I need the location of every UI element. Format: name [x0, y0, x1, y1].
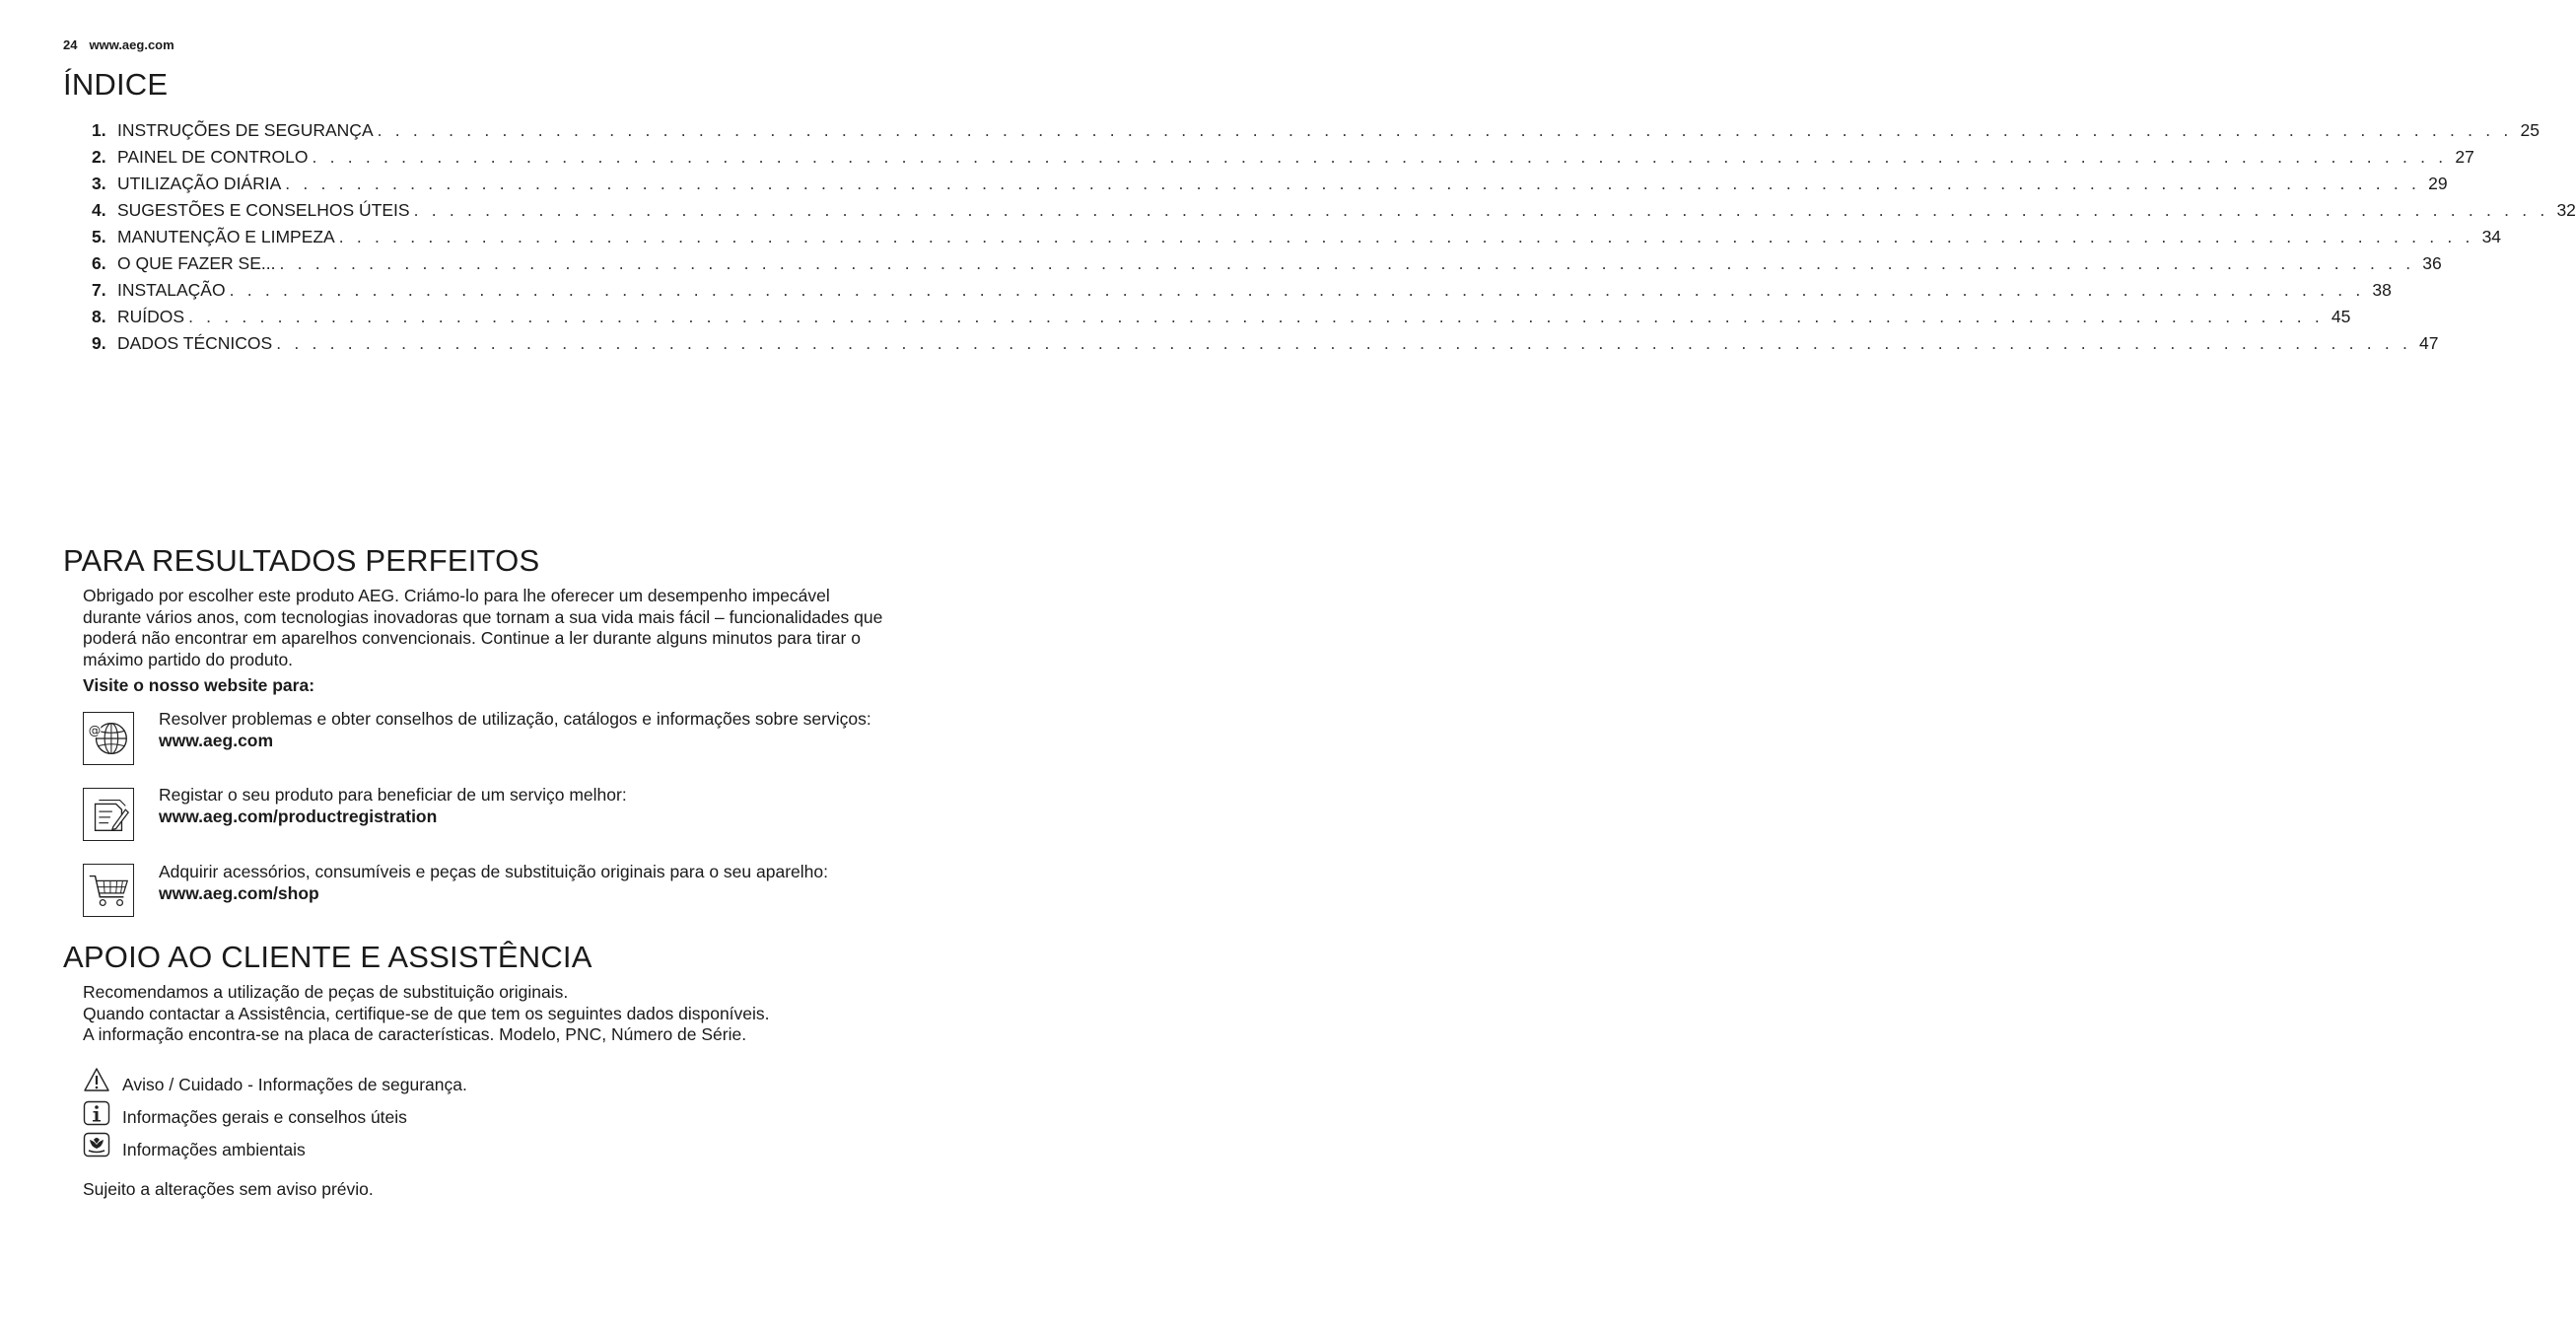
- toc-item-title: SUGESTÕES E CONSELHOS ÚTEIS: [117, 200, 410, 220]
- support-line-3: A informação encontra-se na placa de características. Modelo, PNC, Número de Série.: [83, 1024, 747, 1044]
- toc-leader-dots: . . . . . . . . . . . . . . . . . . . . . . . . . . . . . . . . . . . . . . . . . . . . . . . . . . . . . . . . . . . . . . . . . . . . . . . . . . . . . . . . . . . . . . . . . . . . . . . . . . . . . . . . . . . . . . . . . . . . . . . .: [413, 200, 2549, 220]
- toc-item-page: 47: [2419, 333, 2439, 353]
- toc-item-page: 29: [2428, 174, 2448, 193]
- legend-environment-text: Informações ambientais: [122, 1140, 306, 1159]
- toc-item-number: 6.: [92, 253, 106, 273]
- globe-at-icon: [83, 712, 134, 765]
- toc-item-number: 2.: [92, 147, 106, 167]
- table-of-contents: [92, 120, 2576, 360]
- link-item-support: [159, 709, 888, 751]
- toc-item-page: 32: [2556, 200, 2576, 220]
- toc-leader-dots: . . . . . . . . . . . . . . . . . . . . . . . . . . . . . . . . . . . . . . . . . . . . . . . . . . . . . . . . . . . . . . . . . . . . . . . . . . . . . . . . . . . . . . . . . . . . . . . . . . . . . . . . . . . . . . . . . . . . . . . .: [279, 253, 2415, 273]
- link-url-productregistration[interactable]: www.aeg.com/productregistration: [159, 806, 438, 826]
- link-item-shop: [159, 862, 888, 904]
- toc-item-title: O QUE FAZER SE...: [117, 253, 276, 273]
- toc-item-number: 7.: [92, 280, 106, 300]
- toc-leader-dots: . . . . . . . . . . . . . . . . . . . . . . . . . . . . . . . . . . . . . . . . . . . . . . . . . . . . . . . . . . . . . . . . . . . . . . . . . . . . . . . . . . . . . . . . . . . . . . . . . . . . . . . . . . . . . . . . . . . . . . . .: [285, 174, 2421, 193]
- toc-item-title: RUÍDOS: [117, 307, 185, 326]
- link-description: Resolver problemas e obter conselhos de utilização, catálogos e informações sobre serviços:: [159, 709, 871, 729]
- visit-label: Visite o nosso website para:: [83, 675, 315, 695]
- toc-item[interactable]: [92, 147, 2474, 174]
- link-url-shop[interactable]: www.aeg.com/shop: [159, 882, 319, 903]
- page-header: [63, 37, 174, 52]
- toc-item-number: 5.: [92, 227, 106, 246]
- toc-item-page: 27: [2455, 147, 2474, 167]
- toc-item-page: 38: [2372, 280, 2392, 300]
- registration-icon: [83, 788, 134, 841]
- results-heading: PARA RESULTADOS PERFEITOS: [63, 543, 540, 578]
- toc-item-title: INSTALAÇÃO: [117, 280, 226, 300]
- legend-info-text: Informações gerais e conselhos úteis: [122, 1107, 407, 1127]
- toc-item[interactable]: [92, 280, 2392, 307]
- svg-text:@: @: [88, 723, 102, 738]
- header-website[interactable]: www.aeg.com: [89, 37, 174, 52]
- toc-leader-dots: . . . . . . . . . . . . . . . . . . . . . . . . . . . . . . . . . . . . . . . . . . . . . . . . . . . . . . . . . . . . . . . . . . . . . . . . . . . . . . . . . . . . . . . . . . . . . . . . . . . . . . . . . . . . . . . . . . . . . . . .: [229, 280, 2365, 300]
- link-item-registration: [159, 785, 888, 827]
- toc-item-title: UTILIZAÇÃO DIÁRIA: [117, 174, 282, 193]
- footer-note: Sujeito a alterações sem aviso prévio.: [83, 1179, 374, 1199]
- toc-item[interactable]: [92, 253, 2442, 280]
- legend-warning-text: Aviso / Cuidado - Informações de segurança.: [122, 1075, 467, 1094]
- toc-item[interactable]: [92, 227, 2502, 253]
- toc-item[interactable]: [92, 307, 2351, 333]
- toc-item[interactable]: [92, 174, 2448, 200]
- toc-heading: ÍNDICE: [63, 67, 169, 102]
- support-text: [83, 982, 891, 1046]
- support-heading: APOIO AO CLIENTE E ASSISTÊNCIA: [63, 940, 592, 974]
- results-intro: Obrigado por escolher este produto AEG. Criámo-lo para lhe oferecer um desempenho impecável durante vários anos, com tecnologias inovadoras que tornam a sua vida mais fácil – funcionalidades que poderá não encontrar em aparelhos convencionais. Continue a ler durante alguns minutos para tirar o máximo partido do produto.: [83, 586, 883, 669]
- toc-item[interactable]: [92, 333, 2439, 360]
- toc-item-number: 3.: [92, 174, 106, 193]
- toc-item[interactable]: [92, 200, 2576, 227]
- link-description: Registar o seu produto para beneficiar de um serviço melhor:: [159, 785, 627, 805]
- toc-item-title: MANUTENÇÃO E LIMPEZA: [117, 227, 335, 246]
- shopping-cart-icon: [83, 864, 134, 917]
- environment-icon: [83, 1132, 110, 1158]
- warning-icon: [83, 1067, 110, 1092]
- link-description: Adquirir acessórios, consumíveis e peças de substituição originais para o seu aparelho:: [159, 862, 828, 881]
- toc-leader-dots: . . . . . . . . . . . . . . . . . . . . . . . . . . . . . . . . . . . . . . . . . . . . . . . . . . . . . . . . . . . . . . . . . . . . . . . . . . . . . . . . . . . . . . . . . . . . . . . . . . . . . . . . . . . . . . . . . . . . . . . .: [377, 120, 2513, 140]
- toc-item-title: INSTRUÇÕES DE SEGURANÇA: [117, 120, 374, 140]
- toc-leader-dots: . . . . . . . . . . . . . . . . . . . . . . . . . . . . . . . . . . . . . . . . . . . . . . . . . . . . . . . . . . . . . . . . . . . . . . . . . . . . . . . . . . . . . . . . . . . . . . . . . . . . . . . . . . . . . . . . . . . . . . . .: [338, 227, 2474, 246]
- toc-item-number: 1.: [92, 120, 106, 140]
- toc-leader-dots: . . . . . . . . . . . . . . . . . . . . . . . . . . . . . . . . . . . . . . . . . . . . . . . . . . . . . . . . . . . . . . . . . . . . . . . . . . . . . . . . . . . . . . . . . . . . . . . . . . . . . . . . . . . . . . . . . . . . . . . .: [312, 147, 2448, 167]
- info-icon: [83, 1100, 110, 1126]
- toc-item-number: 9.: [92, 333, 106, 353]
- toc-item[interactable]: [92, 120, 2540, 147]
- link-url-aeg[interactable]: www.aeg.com: [159, 730, 274, 750]
- page-number: 24: [63, 37, 78, 52]
- toc-item-page: 45: [2331, 307, 2351, 326]
- toc-item-page: 34: [2481, 227, 2502, 246]
- toc-leader-dots: . . . . . . . . . . . . . . . . . . . . . . . . . . . . . . . . . . . . . . . . . . . . . . . . . . . . . . . . . . . . . . . . . . . . . . . . . . . . . . . . . . . . . . . . . . . . . . . . . . . . . . . . . . . . . . . . . . . . . . . .: [276, 333, 2412, 353]
- support-line-2: Quando contactar a Assistência, certifique-se de que tem os seguintes dados disponíveis.: [83, 1003, 770, 1023]
- toc-item-page: 36: [2422, 253, 2442, 273]
- support-line-1: Recomendamos a utilização de peças de substituição originais.: [83, 982, 569, 1002]
- toc-item-number: 4.: [92, 200, 106, 220]
- toc-item-number: 8.: [92, 307, 106, 326]
- toc-item-title: DADOS TÉCNICOS: [117, 333, 273, 353]
- toc-leader-dots: . . . . . . . . . . . . . . . . . . . . . . . . . . . . . . . . . . . . . . . . . . . . . . . . . . . . . . . . . . . . . . . . . . . . . . . . . . . . . . . . . . . . . . . . . . . . . . . . . . . . . . . . . . . . . . . . . . . . . . . .: [188, 307, 2324, 326]
- toc-item-title: PAINEL DE CONTROLO: [117, 147, 309, 167]
- toc-item-page: 25: [2520, 120, 2540, 140]
